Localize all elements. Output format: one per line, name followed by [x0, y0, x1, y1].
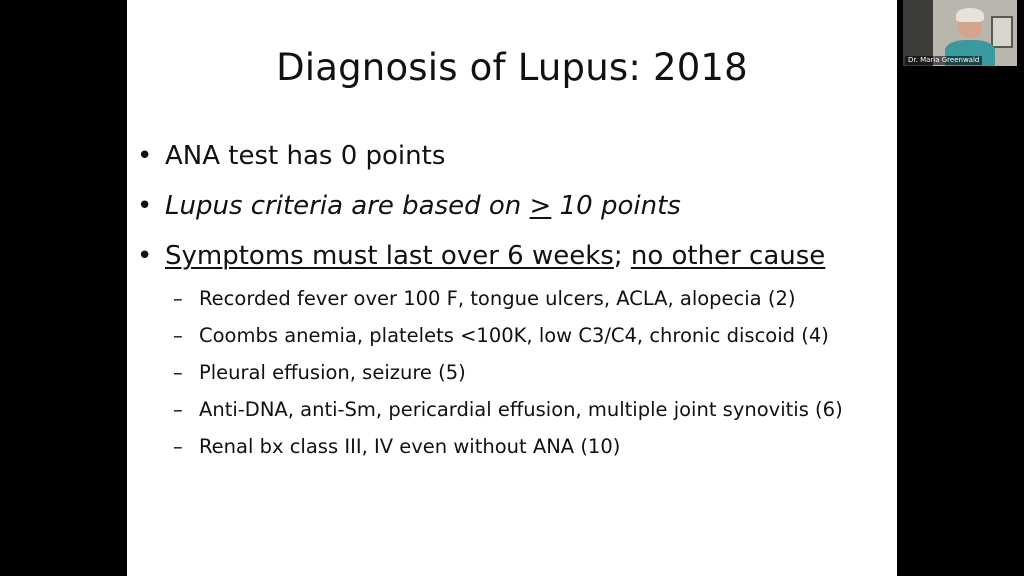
presentation-slide [127, 0, 897, 576]
participant-video-tile[interactable] [903, 0, 1017, 66]
bullet-text: 10 points [551, 191, 681, 221]
sub-bullet-text: Pleural effusion, seizure (5) [199, 361, 466, 384]
bullet-item [135, 240, 895, 272]
sub-bullet-list [173, 286, 893, 471]
dash-marker: – [173, 435, 183, 458]
bullet-text-underlined: Symptoms must last over 6 weeks [165, 241, 614, 271]
dash-marker: – [173, 324, 183, 347]
bullet-marker: • [137, 191, 153, 221]
participant-name-label: Dr. Maria Greenwald [905, 56, 982, 65]
sub-bullet-text: Recorded fever over 100 F, tongue ulcers, ACLA, alopecia (2) [199, 287, 796, 310]
bullet-marker: • [137, 241, 153, 271]
dash-marker: – [173, 287, 183, 310]
sub-bullet-item [173, 360, 893, 386]
sub-bullet-item [173, 434, 893, 460]
sub-bullet-item [173, 323, 893, 349]
participant-hair [956, 8, 984, 22]
sub-bullet-item [173, 286, 893, 312]
bullet-text: Lupus criteria are based on [165, 191, 530, 221]
sub-bullet-item [173, 397, 893, 423]
bullet-text-underlined: no other cause [630, 241, 826, 271]
bullet-list [135, 140, 895, 290]
wall-picture [991, 16, 1013, 48]
bullet-text-underlined: > [529, 191, 552, 221]
sub-bullet-text: Anti-DNA, anti-Sm, pericardial effusion, multiple joint synovitis (6) [199, 398, 843, 421]
sub-bullet-text: Coombs anemia, platelets <100K, low C3/C4, chronic discoid (4) [199, 324, 829, 347]
bullet-item [135, 190, 895, 222]
dash-marker: – [173, 361, 183, 384]
bullet-item [135, 140, 895, 172]
bullet-marker: • [137, 141, 153, 171]
sub-bullet-text: Renal bx class III, IV even without ANA (10) [199, 435, 621, 458]
bullet-text: ; [613, 241, 631, 271]
dash-marker: – [173, 398, 183, 421]
bullet-text: ANA test has 0 points [165, 141, 446, 171]
slide-title: Diagnosis of Lupus: 2018 [276, 46, 748, 89]
